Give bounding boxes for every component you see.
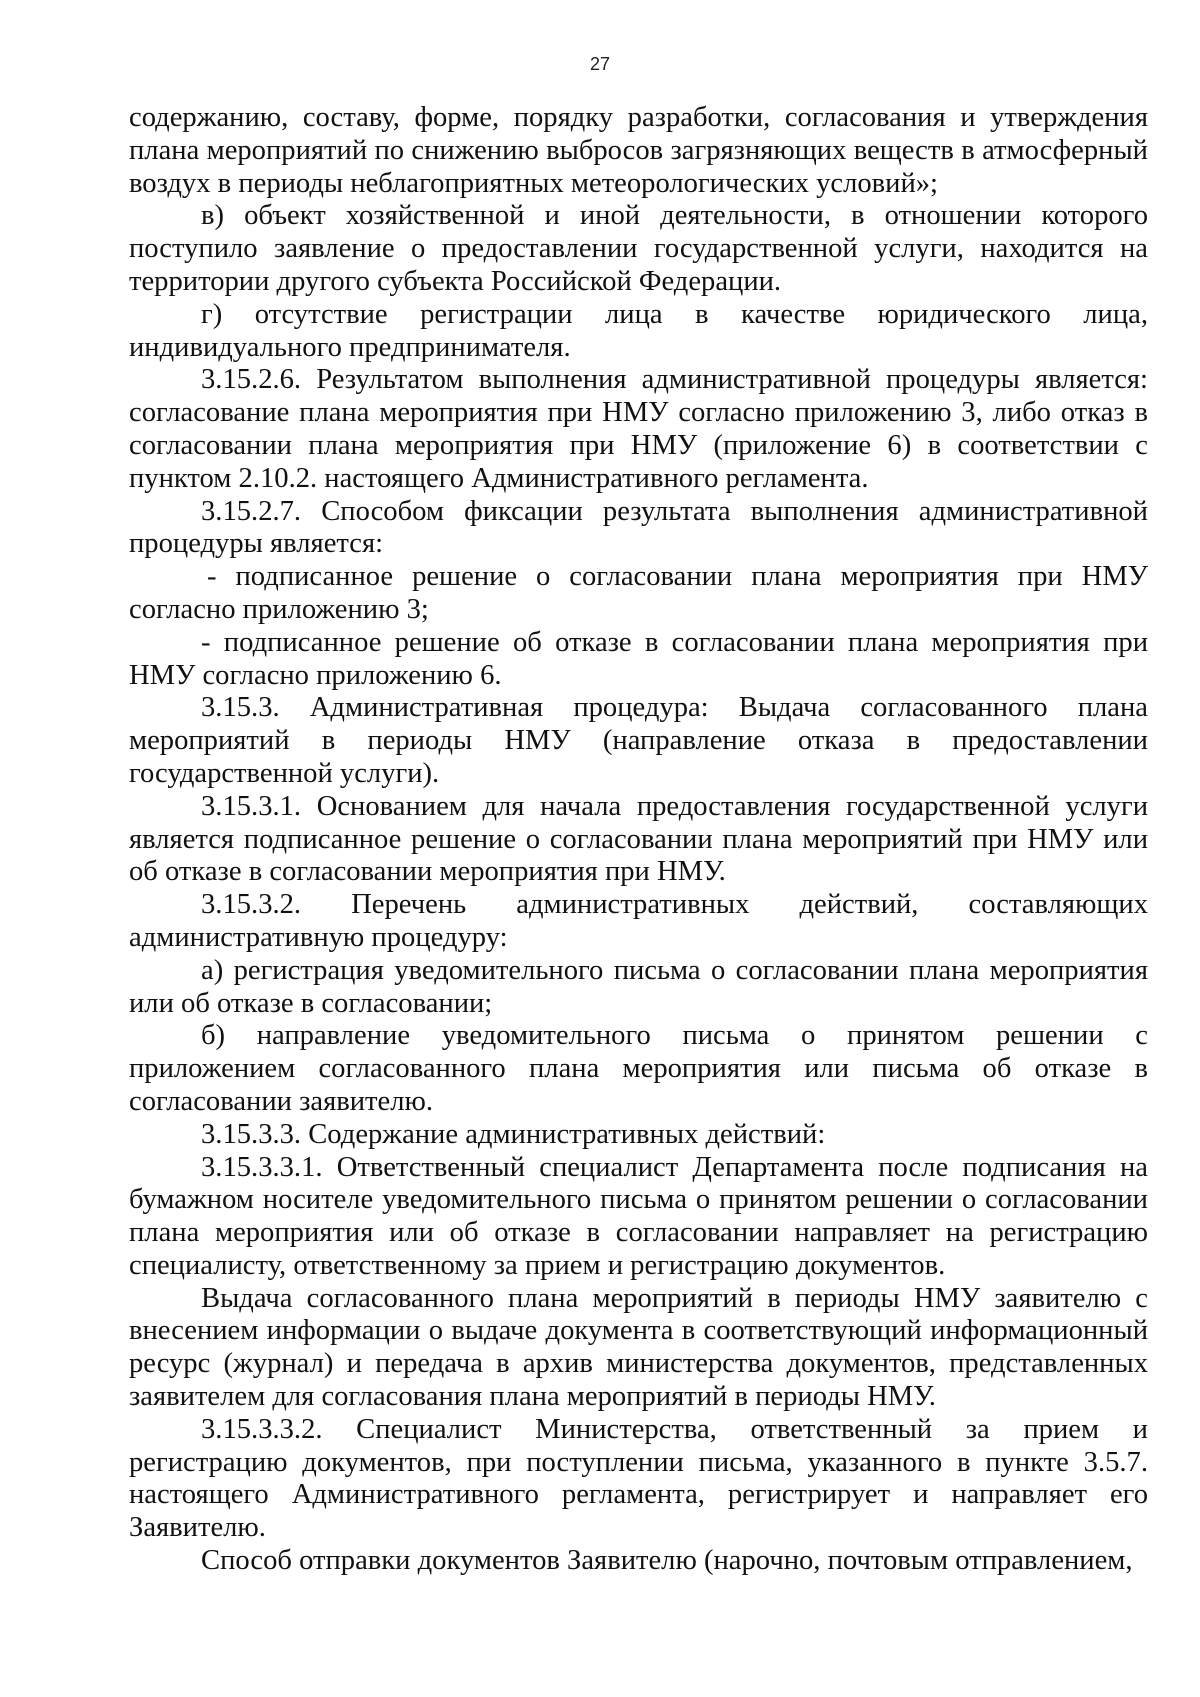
paragraph-continuation: содержанию, составу, форме, порядку разработки, согласования и утверждения плана мероприятий по снижению выбросов загрязняющих веществ в атмосферный воздух в периоды неблагоприятных метеорологических условий»; xyxy=(129,102,1148,199)
paragraph-item-b: б) направление уведомительного письма о принятом решении с приложением согласованного плана мероприятия или письма об отказе в согласовании заявителю. xyxy=(129,1020,1148,1117)
paragraph-3-15-3-2: 3.15.3.2. Перечень административных действий, составляющих административную процедуру: xyxy=(129,889,1148,953)
document-body xyxy=(129,102,1148,1578)
paragraph-issuance: Выдача согласованного плана мероприятий в периоды НМУ заявителю с внесением информации о выдаче документа в соответствующий информационный ресурс (журнал) и передача в архив министерства документов, представленных заявителем для согласования плана мероприятий в периоды НМУ. xyxy=(129,1282,1148,1413)
paragraph-dash-item-1: - подписанное решение о согласовании плана мероприятия при НМУ согласно приложению 3; xyxy=(129,561,1148,625)
paragraph-item-a: а) регистрация уведомительного письма о согласовании плана мероприятия или об отказе в согласовании; xyxy=(129,954,1148,1019)
paragraph-dash-item-2: - подписанное решение об отказе в согласовании плана мероприятия при НМУ согласно приложению 6. xyxy=(129,626,1148,691)
paragraph-3-15-2-6: 3.15.2.6. Результатом выполнения административной процедуры является: согласование плана мероприятия при НМУ согласно приложению 3, либо отказ в согласовании плана мероприятия при НМУ (приложение 6) в соответствии с пунктом 2.10.2. настоящего Административного регламента. xyxy=(129,364,1148,494)
page-number: 27 xyxy=(589,54,611,74)
paragraph-sending-method: Способ отправки документов Заявителю (нарочно, почтовым отправлением, xyxy=(201,1545,1133,1577)
paragraph-3-15-3-3-2: 3.15.3.3.2. Специалист Министерства, ответственный за прием и регистрацию документов, при поступлении письма, указанного в пункте 3.5.7. настоящего Административного регламента, регистрирует и направляет его Заявителю. xyxy=(129,1413,1148,1544)
paragraph-3-15-3-1: 3.15.3.1. Основанием для начала предоставления государственной услуги является подписанное решение о согласовании плана мероприятий при НМУ или об отказе в согласовании мероприятия при НМУ. xyxy=(129,790,1148,888)
paragraph-3-15-3-3-1: 3.15.3.3.1. Ответственный специалист Департамента после подписания на бумажном носителе уведомительного письма о принятом решении о согласовании плана мероприятия или об отказе в согласовании направляет на регистрацию специалисту, ответственному за прием и регистрацию документов. xyxy=(129,1151,1148,1281)
paragraph-item-g: г) отсутствие регистрации лица в качестве юридического лица, индивидуального предпринимателя. xyxy=(129,298,1148,363)
paragraph-3-15-3: 3.15.3. Административная процедура: Выдача согласованного плана мероприятий в периоды НМУ (направление отказа в предоставлении государственной услуги). xyxy=(129,692,1148,789)
paragraph-item-v: в) объект хозяйственной и иной деятельности, в отношении которого поступило заявление о предоставлении государственной услуги, находится на территории другого субъекта Российской Федерации. xyxy=(129,200,1148,297)
paragraph-3-15-3-3: 3.15.3.3. Содержание административных действий: xyxy=(201,1118,826,1150)
paragraph-3-15-2-7: 3.15.2.7. Способом фиксации результата выполнения административной процедуры является: xyxy=(129,495,1148,560)
